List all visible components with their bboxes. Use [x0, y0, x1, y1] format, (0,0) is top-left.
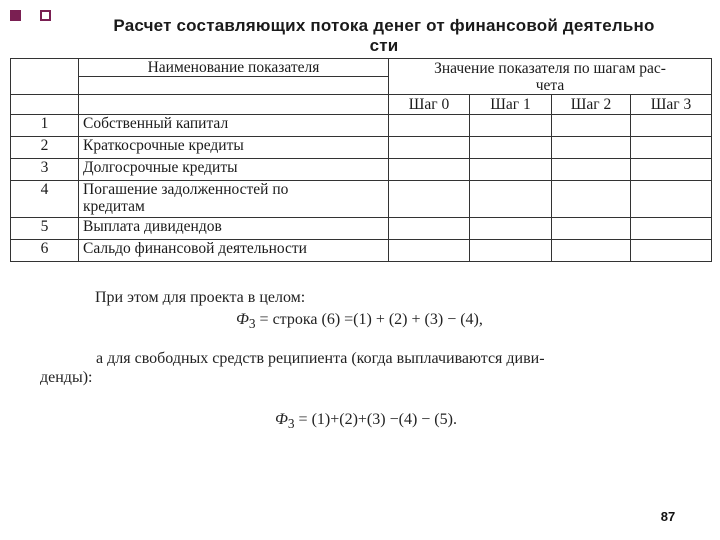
formula-recipient	[275, 410, 457, 433]
bullet-outline-icon	[40, 10, 51, 21]
paragraph-recipient-line-1: а для свободных средств реципиента (когда выплачиваются диви-	[96, 350, 545, 367]
step-0-header: Шаг 0	[389, 95, 470, 115]
formula-project	[236, 310, 483, 333]
step-2-header: Шаг 2	[552, 95, 631, 115]
column-header-name: Наименование показателя	[79, 59, 389, 77]
header-row	[11, 59, 712, 77]
step-3-header: Шаг 3	[631, 95, 712, 115]
formula-body: = (1)+(2)+(3) −(4) − (5).	[294, 411, 457, 428]
row-number: 2	[11, 137, 79, 159]
page-number: 87	[660, 509, 676, 524]
row-number: 1	[11, 115, 79, 137]
step-1-header: Шаг 1	[470, 95, 552, 115]
row-name	[79, 181, 389, 218]
row-number: 5	[11, 218, 79, 240]
column-header-value-line-2: чета	[535, 76, 565, 94]
row-number: 4	[11, 181, 79, 218]
formula-symbol: Ф	[236, 311, 249, 328]
table-row	[11, 181, 712, 218]
column-header-value-line-1: Значение показателя по шагам рас-	[434, 59, 666, 77]
header-spacer-cell	[79, 77, 389, 95]
title-line-2: сти	[369, 36, 399, 55]
paragraph-recipient-line-2: денды):	[40, 369, 93, 386]
row-name: Сальдо финансовой деятельности	[79, 240, 389, 262]
steps-blank-name	[79, 95, 389, 115]
formula-body: = строка (6) =(1) + (2) + (3) − (4),	[255, 311, 483, 328]
row-name-line-1: Погашение задолженностей по	[83, 181, 289, 198]
header-blank-cell	[11, 59, 79, 95]
column-header-value	[389, 59, 712, 95]
row-name: Собственный капитал	[79, 115, 389, 137]
paragraph-project: При этом для проекта в целом:	[95, 289, 306, 306]
steps-blank-num	[11, 95, 79, 115]
table-row	[11, 159, 712, 181]
slide-title	[100, 16, 668, 56]
row-name: Краткосрочные кредиты	[79, 137, 389, 159]
formula-subscript: 3	[248, 316, 256, 332]
paragraph-recipient	[40, 349, 700, 387]
title-line-1: Расчет составляющих потока денег от финансовой деятельно	[113, 16, 655, 35]
table-row	[11, 115, 712, 137]
table-row	[11, 137, 712, 159]
row-name: Выплата дивидендов	[79, 218, 389, 240]
formula-subscript: 3	[287, 416, 295, 432]
table-row	[11, 218, 712, 240]
row-number: 6	[11, 240, 79, 262]
table-row	[11, 240, 712, 262]
steps-row	[11, 95, 712, 115]
cash-flow-table	[10, 58, 712, 262]
row-name-line-2: кредитам	[83, 198, 145, 215]
bullet-filled-icon	[10, 10, 21, 21]
row-name: Долгосрочные кредиты	[79, 159, 389, 181]
row-number: 3	[11, 159, 79, 181]
formula-symbol: Ф	[275, 411, 288, 428]
